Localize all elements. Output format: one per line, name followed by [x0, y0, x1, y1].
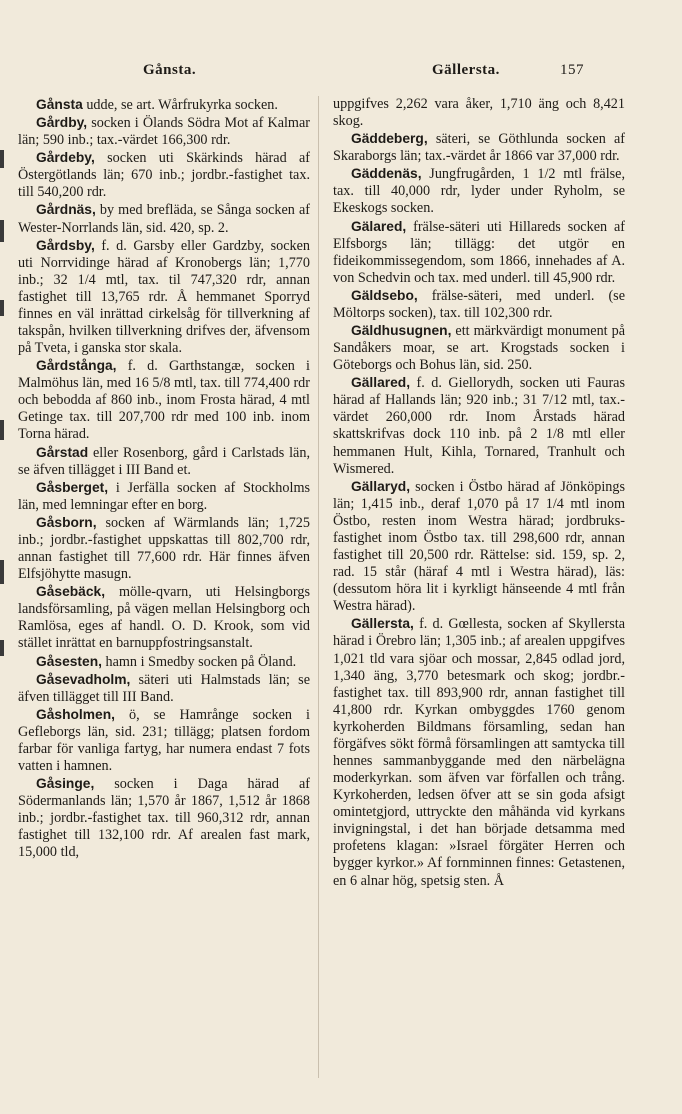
- binding-mark: [0, 150, 4, 168]
- binding-mark: [0, 220, 4, 242]
- entry-text: socken i Östbo härad af Jönköpings län; 1,415 inb., deraf 1,070 på 17 1/4 mtl inom Östbo, resten inom Westra härad; jordbruks-fastighet inom Östbo tax. till 298,600 rdr, annan fastighet till 20,500 rdr. Rättelse: sid. 159, sp. 2, rad. 15 står (häraf 4 mtl i Westra härad), läs: (dessutom höra lit i kyrkligt hänseende 4 mtl från Westra härad).: [333, 478, 625, 615]
- dictionary-entry: [333, 218, 625, 287]
- dictionary-entry: [18, 514, 310, 583]
- header-left-word: Gånsta.: [143, 62, 197, 78]
- entry-headword: Gäddenäs,: [351, 166, 422, 182]
- dictionary-entry: [333, 96, 625, 130]
- entry-headword: Gåsesten,: [36, 653, 102, 669]
- entry-text: i Jerfälla socken af Stockholms län, med lemningar efter en borg.: [18, 479, 310, 513]
- entry-headword: Gåsinge,: [36, 776, 95, 792]
- dictionary-entry: [18, 237, 310, 358]
- dictionary-entry: [18, 671, 310, 706]
- entry-headword: Gåsebäck,: [36, 584, 106, 600]
- entry-text: f. d. Garsby eller Gardzby, socken uti Norrvidinge härad af Kronobergs län; 1,770 inb.; 32 1/4 mtl, tax. til 747,320 rdr, annan fastighet till 13,765 rdr. Å hemmanet Sporryd finnes en väl inrättad cirkelsåg för tillverkning af takspån, hvilken tillverkning drifves der, äfvensom på Tveta, i ganska stor skala.: [18, 237, 310, 357]
- entry-text: ö, se Hamrånge socken i Gefleborgs län, sid. 231; tillägg; platsen fordom farbar för vanliga fartyg, har numera endast 7 fots vatten i hamnen.: [18, 706, 310, 774]
- entry-text: f. d. Garthstangæ, socken i Malmöhus län, med 16 5/8 mtl, tax. till 774,400 rdr och bebodda af 860 inb., inom Frosta härad, 4 mtl Getinge tax. till 207,700 rdr med 100 inb. inom Torna härad.: [18, 358, 311, 443]
- entry-text: by med brefläda, se Sånga socken af Wester-Norrlands län, sid. 420, sp. 2.: [18, 202, 310, 236]
- dictionary-entry: [18, 149, 310, 201]
- entry-headword: Gårdby,: [36, 115, 88, 131]
- entry-text: frälse-säteri uti Hillareds socken af Elfsborgs län; tillägg: det utgör en fideikommissegendom, som 1866, innehades af A. von Schedvin och tax. med underl. till 45,900 rdr.: [333, 218, 625, 286]
- dictionary-entry: [18, 583, 310, 652]
- binding-mark: [0, 560, 4, 584]
- dictionary-entry: [18, 96, 310, 114]
- right-column: [333, 96, 625, 890]
- dictionary-entry: [18, 444, 310, 479]
- dictionary-entry: [18, 357, 310, 443]
- dictionary-entry: [18, 201, 310, 236]
- entry-headword: Gåsborn,: [36, 514, 97, 530]
- binding-mark: [0, 300, 4, 316]
- entry-headword: Gåsholmen,: [36, 706, 115, 722]
- entry-text: ett märkvärdigt monument på Sandåkers moar, se art. Krogstads socken i Göteborgs och Bohus län, sid. 250.: [333, 323, 625, 374]
- entry-text: uppgifves 2,262 vara åker, 1,710 äng och 8,421 skog.: [333, 96, 625, 130]
- entry-headword: Gårdeby,: [36, 150, 95, 166]
- entry-text: socken af Wärmlands län; 1,725 inb.; jordbr.-fastighet uppskattas till 802,700 rdr, annan fastighet till 77,600 rdr. Här finnes äfven Elfsjöhytte masugn.: [18, 514, 310, 583]
- entry-text: socken uti Skärkinds härad af Östergötlands län; 670 inb.; jordbr.-fastighet tax. till 540,200 rdr.: [18, 150, 310, 201]
- entry-headword: Gåsberget,: [36, 479, 109, 495]
- entry-headword: Gäldhusugnen,: [351, 323, 452, 339]
- entry-headword: Gäddeberg,: [351, 131, 428, 147]
- header-center-word: Gällersta.: [432, 62, 500, 78]
- entry-headword: Gäldsebo,: [351, 287, 418, 303]
- entry-headword: Gårdstånga,: [36, 358, 117, 374]
- entry-headword: Gårdnäs,: [36, 202, 96, 218]
- dictionary-entry: [333, 322, 625, 374]
- dictionary-entry: [333, 615, 625, 889]
- dictionary-entry: [18, 775, 310, 861]
- dictionary-entry: [333, 478, 625, 616]
- page-number: 157: [560, 62, 584, 78]
- dictionary-entry: [333, 130, 625, 165]
- dictionary-entry: [333, 287, 625, 322]
- entry-text: f. d. Gœllesta, socken af Skyllersta härad i Örebro län; 1,305 inb.; af arealen uppgifves 1,021 tld vara sjöar och mossar, 2,845 odlad jord, 1,340 äng, 3,770 betesmark och skog; jordbr.-fastighet tax. till 893,900 rdr, annan fastighet till 41,800 rdr. Kyrkan ombyggdes 1760 genom kyrkoherden Bildmans församling, sedan han förgäfves sökt förmå församlingen att samtycka till hennes sammanbyggande med den närbelägna moderkyrkan. som äfven var förfallen och trång. Kyrkoherden, ledsen öfver att se sin goda afsigt omintetgjord, uttryckte den måhända vid kyrkans invigningstal, i det han började detsamma med profetens klagan: »Israel förgäter Herren och bygger kyrkor.» Af fornminnen finnes: Getastenen, en 6 alnar hög, spetsig sten. Å: [333, 616, 625, 889]
- entry-text: eller Rosenborg, gård i Carlstads län, se äfven tillägget i III Band et.: [18, 444, 310, 478]
- entry-text: Jungfrugården, 1 1/2 mtl frälse, tax. till 40,000 rdr, lyder under Ryholm, se Ekeskogs socken.: [333, 166, 625, 217]
- entry-text: säteri uti Halmstads län; se äfven tillägget till III Band.: [18, 671, 310, 705]
- dictionary-entry: [18, 653, 310, 671]
- dictionary-entry: [333, 374, 625, 477]
- entry-text: säteri, se Göthlunda socken af Skaraborgs län; tax.-värdet år 1866 var 37,000 rdr.: [333, 131, 625, 165]
- entry-text: hamn i Smedby socken på Öland.: [101, 653, 297, 670]
- entry-headword: Gällaryd,: [351, 478, 411, 494]
- running-header: [0, 62, 682, 82]
- left-column: [18, 96, 310, 861]
- entry-headword: Gåsevadholm,: [36, 671, 131, 687]
- binding-mark: [0, 640, 4, 656]
- entry-text: socken i Daga härad af Södermanlands län; 1,570 år 1867, 1,512 år 1868 inb.; jordbr.-fastighet tax. till 960,312 rdr, annan fastighet till 132,100 rdr. Af arealen fast mark, 15,000 tld,: [18, 776, 310, 861]
- entry-headword: Gårdsby,: [36, 237, 95, 253]
- entry-headword: Gånsta: [36, 97, 83, 112]
- dictionary-entry: [18, 114, 310, 149]
- entry-text: frälse-säteri, med underl. (se Möltorps socken), tax. till 102,300 rdr.: [333, 287, 625, 321]
- entry-headword: Gällared,: [351, 375, 411, 391]
- dictionary-entry: [18, 479, 310, 514]
- dictionary-entry: [18, 706, 310, 775]
- entry-headword: Gälared,: [351, 218, 407, 234]
- entry-text: f. d. Giellorydh, socken uti Fauras härad af Hallands län; 920 inb.; 31 7/12 mtl, tax.-värdet 260,000 rdr. Inom Årstads härad skattskrifvas dock 110 inb. på 2 1/8 mtl eller hemmanen Hult, Kihla, Tornared, Tranhult och Wismered.: [333, 375, 625, 477]
- entry-headword: Gällersta,: [351, 616, 414, 632]
- entry-headword: Gårstad: [36, 444, 89, 460]
- entry-text: socken i Ölands Södra Mot af Kalmar län; 590 inb.; tax.-värdet 166,300 rdr.: [18, 115, 310, 149]
- binding-mark: [0, 420, 4, 440]
- dictionary-entry: [333, 165, 625, 217]
- entry-text: mölle-qvarn, uti Helsingborgs landsförsamling, på vägen mellan Helsingborg och Ramlösa, eges af handl. O. D. Krook, som vid stället inrättat en barnuppfostringsanstalt.: [18, 584, 310, 652]
- entry-text: udde, se art. Wårfrukyrka socken.: [82, 97, 278, 113]
- column-gutter: [318, 96, 319, 1078]
